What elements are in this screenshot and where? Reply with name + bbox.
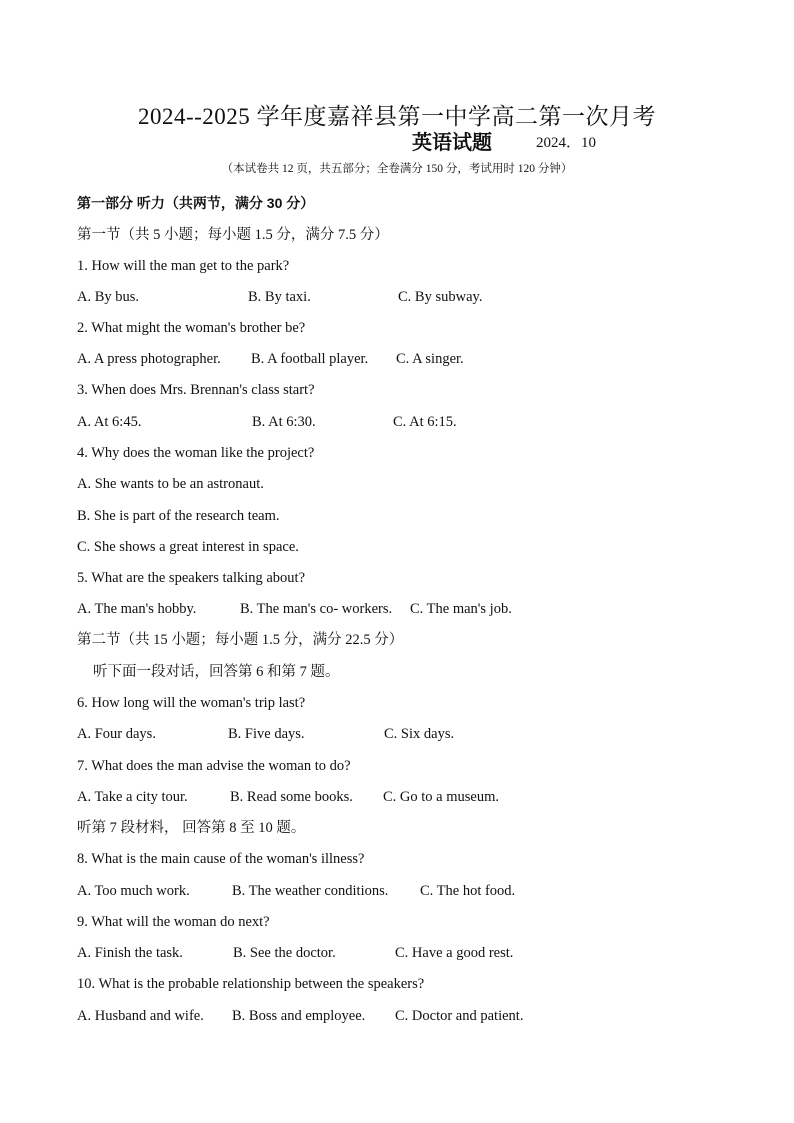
- q1-option-b: B. By taxi.: [248, 289, 311, 305]
- question-2: 2. What might the woman's brother be?: [77, 320, 306, 336]
- question-7: 7. What does the man advise the woman to do?: [77, 758, 351, 774]
- q6-option-a: A. Four days.: [77, 726, 156, 742]
- q4-option-c: C. She shows a great interest in space.: [77, 539, 299, 555]
- question-3: 3. When does Mrs. Brennan's class start?: [77, 382, 315, 398]
- q6-option-b: B. Five days.: [228, 726, 305, 742]
- question-6: 6. How long will the woman's trip last?: [77, 695, 306, 711]
- q4-option-b: B. She is part of the research team.: [77, 508, 280, 524]
- exam-title: 2024--2025 学年度嘉祥县第一中学高二第一次月考: [137, 104, 657, 129]
- q2-option-b: B. A football player.: [251, 351, 369, 367]
- q2-option-a: A. A press photographer.: [77, 351, 221, 367]
- instruction-q6-q7: 听下面一段对话，回答第 6 和第 7 题。: [93, 664, 340, 680]
- q10-option-a: A. Husband and wife.: [77, 1008, 204, 1024]
- exam-note: （本试卷共 12 页，共五部分；全卷满分 150 分，考试用时 120 分钟）: [221, 163, 573, 175]
- question-8: 8. What is the main cause of the woman's illness?: [77, 851, 365, 867]
- question-9: 9. What will the woman do next?: [77, 914, 270, 930]
- q10-option-c: C. Doctor and patient.: [395, 1008, 524, 1024]
- question-1: 1. How will the man get to the park?: [77, 258, 290, 274]
- q5-option-a: A. The man's hobby.: [77, 601, 197, 617]
- q9-option-b: B. See the doctor.: [233, 945, 336, 961]
- q2-option-c: C. A singer.: [396, 351, 464, 367]
- q5-option-c: C. The man's job.: [410, 601, 512, 617]
- exam-subtitle: 英语试题: [412, 132, 492, 154]
- question-4: 4. Why does the woman like the project?: [77, 445, 315, 461]
- q10-option-b: B. Boss and employee.: [232, 1008, 366, 1024]
- q1-option-c: C. By subway.: [398, 289, 483, 305]
- q3-option-c: C. At 6:15.: [393, 414, 457, 430]
- instruction-q8-q10: 听第 7 段材料， 回答第 8 至 10 题。: [77, 820, 306, 836]
- q9-option-a: A. Finish the task.: [77, 945, 183, 961]
- section2-heading: 第二节（共 15 小题；每小题 1.5 分，满分 22.5 分）: [77, 632, 404, 648]
- q9-option-c: C. Have a good rest.: [395, 945, 514, 961]
- q6-option-c: C. Six days.: [384, 726, 455, 742]
- q1-option-a: A. By bus.: [77, 289, 140, 305]
- q8-option-c: C. The hot food.: [420, 883, 516, 899]
- q3-option-b: B. At 6:30.: [252, 414, 316, 430]
- question-5: 5. What are the speakers talking about?: [77, 570, 306, 586]
- q7-option-a: A. Take a city tour.: [77, 789, 188, 805]
- part1-heading: 第一部分 听力（共两节，满分 30 分）: [77, 195, 315, 211]
- q5-option-b: B. The man's co- workers.: [240, 601, 393, 617]
- q3-option-a: A. At 6:45.: [77, 414, 142, 430]
- q4-option-a: A. She wants to be an astronaut.: [77, 476, 264, 492]
- q8-option-b: B. The weather conditions.: [232, 883, 389, 899]
- q7-option-b: B. Read some books.: [230, 789, 353, 805]
- exam-date: 2024．10: [536, 135, 597, 151]
- question-10: 10. What is the probable relationship between the speakers?: [77, 976, 425, 992]
- q8-option-a: A. Too much work.: [77, 883, 190, 899]
- q7-option-c: C. Go to a museum.: [383, 789, 499, 805]
- section1-heading: 第一节（共 5 小题；每小题 1.5 分，满分 7.5 分）: [77, 227, 389, 243]
